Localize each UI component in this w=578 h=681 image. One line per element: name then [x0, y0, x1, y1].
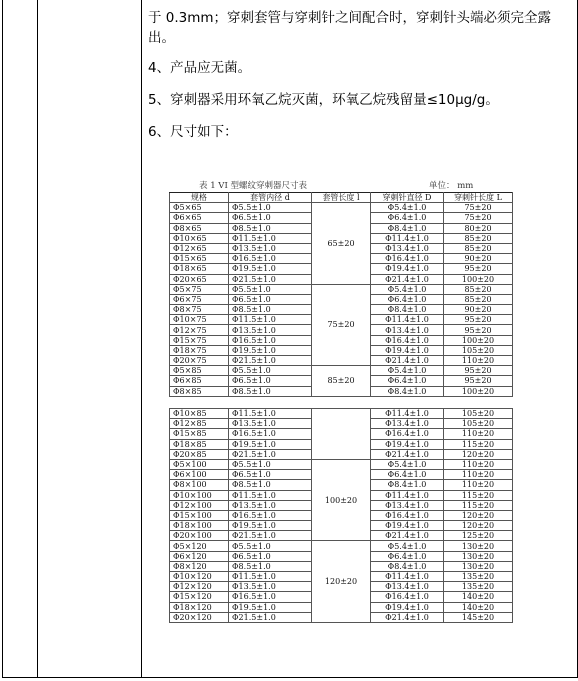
- needle-length-cell: 125±20: [444, 531, 513, 541]
- dimension-table-part-1: [169, 192, 513, 397]
- spec-cell: Φ12×100: [170, 500, 229, 510]
- needle-length-cell: 140±20: [444, 592, 513, 602]
- sleeve-inner-diameter-cell: Φ8.5±1.0: [229, 561, 312, 571]
- sleeve-inner-diameter-cell: Φ16.5±1.0: [229, 510, 312, 520]
- needle-length-cell: 115±20: [444, 500, 513, 510]
- needle-diameter-cell: Φ13.4±1.0: [371, 419, 444, 429]
- sleeve-inner-diameter-cell: Φ6.5±1.0: [229, 551, 312, 561]
- spec-cell: Φ10×120: [170, 572, 229, 582]
- needle-diameter-cell: Φ21.4±1.0: [371, 356, 444, 366]
- needle-diameter-cell: Φ19.4±1.0: [371, 345, 444, 355]
- spec-cell: Φ12×85: [170, 419, 229, 429]
- needle-diameter-cell: Φ5.4±1.0: [371, 459, 444, 469]
- needle-diameter-cell: Φ16.4±1.0: [371, 254, 444, 264]
- needle-length-cell: 95±20: [444, 366, 513, 376]
- sleeve-inner-diameter-cell: Φ19.5±1.0: [229, 521, 312, 531]
- sleeve-inner-diameter-cell: Φ19.5±1.0: [229, 264, 312, 274]
- column-divider-2: [141, 0, 142, 677]
- sleeve-inner-diameter-cell: Φ11.5±1.0: [229, 409, 312, 419]
- paragraph-dimensions: 6、尺寸如下：: [148, 124, 238, 140]
- needle-length-cell: 130±20: [444, 541, 513, 551]
- sleeve-inner-diameter-cell: Φ16.5±1.0: [229, 592, 312, 602]
- sleeve-inner-diameter-cell: Φ19.5±1.0: [229, 345, 312, 355]
- table-row: [170, 409, 513, 419]
- needle-diameter-cell: Φ11.4±1.0: [371, 233, 444, 243]
- sleeve-inner-diameter-cell: Φ13.5±1.0: [229, 582, 312, 592]
- spec-cell: Φ8×65: [170, 223, 229, 233]
- table-row: [170, 366, 513, 376]
- needle-length-cell: 130±20: [444, 551, 513, 561]
- sleeve-inner-diameter-cell: Φ6.5±1.0: [229, 470, 312, 480]
- sleeve-inner-diameter-cell: Φ11.5±1.0: [229, 233, 312, 243]
- spec-cell: Φ15×65: [170, 254, 229, 264]
- needle-diameter-cell: Φ21.4±1.0: [371, 612, 444, 622]
- table-row: [170, 541, 513, 551]
- needle-length-cell: 140±20: [444, 602, 513, 612]
- spec-cell: Φ6×100: [170, 470, 229, 480]
- needle-length-cell: 120±20: [444, 449, 513, 459]
- sleeve-inner-diameter-cell: Φ16.5±1.0: [229, 335, 312, 345]
- needle-length-cell: 95±20: [444, 376, 513, 386]
- column-header: 穿刺针长度 L: [444, 193, 513, 203]
- spec-cell: Φ8×100: [170, 480, 229, 490]
- sleeve-inner-diameter-cell: Φ6.5±1.0: [229, 213, 312, 223]
- spec-cell: Φ10×65: [170, 233, 229, 243]
- sleeve-inner-diameter-cell: Φ5.5±1.0: [229, 284, 312, 294]
- needle-length-cell: 100±20: [444, 274, 513, 284]
- sleeve-inner-diameter-cell: Φ6.5±1.0: [229, 294, 312, 304]
- needle-length-cell: 80±20: [444, 223, 513, 233]
- needle-length-cell: 110±20: [444, 470, 513, 480]
- needle-length-cell: 110±20: [444, 356, 513, 366]
- needle-length-cell: 85±20: [444, 233, 513, 243]
- spec-cell: Φ8×75: [170, 305, 229, 315]
- needle-length-cell: 75±20: [444, 203, 513, 213]
- sleeve-inner-diameter-cell: Φ19.5±1.0: [229, 439, 312, 449]
- needle-length-cell: 105±20: [444, 419, 513, 429]
- needle-length-cell: 90±20: [444, 254, 513, 264]
- needle-length-cell: 135±20: [444, 572, 513, 582]
- needle-length-cell: 85±20: [444, 284, 513, 294]
- spec-cell: Φ18×75: [170, 345, 229, 355]
- needle-diameter-cell: Φ19.4±1.0: [371, 521, 444, 531]
- needle-length-cell: 110±20: [444, 459, 513, 469]
- needle-length-cell: 120±20: [444, 510, 513, 520]
- needle-diameter-cell: Φ6.4±1.0: [371, 294, 444, 304]
- sleeve-inner-diameter-cell: Φ21.5±1.0: [229, 356, 312, 366]
- sleeve-inner-diameter-cell: Φ8.5±1.0: [229, 386, 312, 396]
- spec-cell: Φ18×65: [170, 264, 229, 274]
- needle-diameter-cell: Φ8.4±1.0: [371, 561, 444, 571]
- needle-length-cell: 75±20: [444, 213, 513, 223]
- needle-diameter-cell: Φ11.4±1.0: [371, 409, 444, 419]
- table-title: 表 1 VI 型螺纹穿刺器尺寸表: [199, 181, 308, 191]
- column-divider-1: [37, 0, 38, 677]
- table-caption: [199, 179, 539, 191]
- table-header-row: [170, 193, 513, 203]
- needle-length-cell: 105±20: [444, 409, 513, 419]
- needle-diameter-cell: Φ6.4±1.0: [371, 551, 444, 561]
- needle-diameter-cell: Φ13.4±1.0: [371, 500, 444, 510]
- needle-length-cell: 85±20: [444, 243, 513, 253]
- spec-cell: Φ6×75: [170, 294, 229, 304]
- sleeve-inner-diameter-cell: Φ21.5±1.0: [229, 612, 312, 622]
- needle-diameter-cell: Φ6.4±1.0: [371, 470, 444, 480]
- needle-diameter-cell: Φ19.4±1.0: [371, 439, 444, 449]
- paragraph-sterile: 4、产品应无菌。: [148, 60, 252, 76]
- needle-length-cell: 100±20: [444, 335, 513, 345]
- sleeve-inner-diameter-cell: Φ19.5±1.0: [229, 602, 312, 612]
- column-header: 穿刺针直径 D: [371, 193, 444, 203]
- needle-diameter-cell: Φ8.4±1.0: [371, 386, 444, 396]
- spec-cell: Φ18×100: [170, 521, 229, 531]
- sleeve-inner-diameter-cell: Φ11.5±1.0: [229, 572, 312, 582]
- spec-cell: Φ20×65: [170, 274, 229, 284]
- spec-cell: Φ8×120: [170, 561, 229, 571]
- spec-cell: Φ20×100: [170, 531, 229, 541]
- needle-length-cell: 100±20: [444, 386, 513, 396]
- sleeve-inner-diameter-cell: Φ13.5±1.0: [229, 419, 312, 429]
- sleeve-inner-diameter-cell: Φ8.5±1.0: [229, 480, 312, 490]
- needle-diameter-cell: Φ11.4±1.0: [371, 490, 444, 500]
- spec-cell: Φ15×75: [170, 335, 229, 345]
- needle-length-cell: 120±20: [444, 521, 513, 531]
- spec-cell: Φ18×120: [170, 602, 229, 612]
- needle-diameter-cell: Φ13.4±1.0: [371, 325, 444, 335]
- sleeve-length-cell: [312, 409, 371, 460]
- spec-cell: Φ5×120: [170, 541, 229, 551]
- needle-diameter-cell: Φ16.4±1.0: [371, 592, 444, 602]
- table-unit: 单位： mm: [429, 181, 474, 191]
- spec-cell: Φ5×65: [170, 203, 229, 213]
- sleeve-inner-diameter-cell: Φ5.5±1.0: [229, 459, 312, 469]
- needle-length-cell: 95±20: [444, 315, 513, 325]
- sleeve-inner-diameter-cell: Φ21.5±1.0: [229, 274, 312, 284]
- sleeve-inner-diameter-cell: Φ5.5±1.0: [229, 366, 312, 376]
- spec-cell: Φ6×85: [170, 376, 229, 386]
- column-header: 套管长度 l: [312, 193, 371, 203]
- needle-length-cell: 135±20: [444, 582, 513, 592]
- needle-diameter-cell: Φ8.4±1.0: [371, 480, 444, 490]
- needle-length-cell: 85±20: [444, 294, 513, 304]
- spec-cell: Φ12×120: [170, 582, 229, 592]
- spec-cell: Φ20×75: [170, 356, 229, 366]
- needle-diameter-cell: Φ6.4±1.0: [371, 213, 444, 223]
- needle-diameter-cell: Φ6.4±1.0: [371, 376, 444, 386]
- needle-diameter-cell: Φ21.4±1.0: [371, 531, 444, 541]
- table-row: [170, 459, 513, 469]
- needle-length-cell: 145±20: [444, 612, 513, 622]
- needle-diameter-cell: Φ5.4±1.0: [371, 541, 444, 551]
- spec-cell: Φ15×100: [170, 510, 229, 520]
- sleeve-inner-diameter-cell: Φ13.5±1.0: [229, 325, 312, 335]
- spec-cell: Φ5×85: [170, 366, 229, 376]
- needle-diameter-cell: Φ19.4±1.0: [371, 602, 444, 612]
- needle-diameter-cell: Φ5.4±1.0: [371, 366, 444, 376]
- needle-diameter-cell: Φ5.4±1.0: [371, 284, 444, 294]
- sleeve-inner-diameter-cell: Φ21.5±1.0: [229, 449, 312, 459]
- spec-cell: Φ10×85: [170, 409, 229, 419]
- sleeve-length-cell: 65±20: [312, 203, 371, 285]
- needle-diameter-cell: Φ11.4±1.0: [371, 572, 444, 582]
- needle-diameter-cell: Φ21.4±1.0: [371, 274, 444, 284]
- sleeve-inner-diameter-cell: Φ6.5±1.0: [229, 376, 312, 386]
- spec-cell: Φ15×120: [170, 592, 229, 602]
- needle-diameter-cell: Φ16.4±1.0: [371, 429, 444, 439]
- needle-diameter-cell: Φ13.4±1.0: [371, 582, 444, 592]
- needle-length-cell: 110±20: [444, 429, 513, 439]
- needle-length-cell: 90±20: [444, 305, 513, 315]
- needle-diameter-cell: Φ13.4±1.0: [371, 243, 444, 253]
- column-header: 套管内径 d: [229, 193, 312, 203]
- sleeve-inner-diameter-cell: Φ21.5±1.0: [229, 531, 312, 541]
- spec-cell: Φ15×85: [170, 429, 229, 439]
- paragraph-sterilization: 5、穿刺器采用环氧乙烷灭菌，环氧乙烷残留量≤10μg/g。: [148, 92, 499, 108]
- spec-cell: Φ8×85: [170, 386, 229, 396]
- spec-cell: Φ10×100: [170, 490, 229, 500]
- needle-length-cell: 115±20: [444, 439, 513, 449]
- spec-cell: Φ12×75: [170, 325, 229, 335]
- spec-cell: Φ6×65: [170, 213, 229, 223]
- sleeve-length-cell: 75±20: [312, 284, 371, 366]
- needle-diameter-cell: Φ11.4±1.0: [371, 315, 444, 325]
- sleeve-inner-diameter-cell: Φ13.5±1.0: [229, 500, 312, 510]
- table-row: [170, 203, 513, 213]
- sleeve-length-cell: 85±20: [312, 366, 371, 397]
- requirements-cell: [148, 8, 570, 154]
- needle-length-cell: 95±20: [444, 264, 513, 274]
- sleeve-inner-diameter-cell: Φ16.5±1.0: [229, 254, 312, 264]
- needle-length-cell: 130±20: [444, 561, 513, 571]
- needle-diameter-cell: Φ19.4±1.0: [371, 264, 444, 274]
- sleeve-length-cell: 120±20: [312, 541, 371, 623]
- needle-length-cell: 105±20: [444, 345, 513, 355]
- spec-cell: Φ5×75: [170, 284, 229, 294]
- sleeve-inner-diameter-cell: Φ11.5±1.0: [229, 315, 312, 325]
- table-row: [170, 284, 513, 294]
- spec-cell: Φ10×75: [170, 315, 229, 325]
- paragraph-needle-fit: 于 0.3mm；穿刺套管与穿刺针之间配合时，穿刺针头端必须完全露出。: [148, 10, 552, 46]
- needle-diameter-cell: Φ8.4±1.0: [371, 305, 444, 315]
- needle-diameter-cell: Φ16.4±1.0: [371, 510, 444, 520]
- sleeve-inner-diameter-cell: Φ8.5±1.0: [229, 305, 312, 315]
- needle-diameter-cell: Φ5.4±1.0: [371, 203, 444, 213]
- spec-cell: Φ12×65: [170, 243, 229, 253]
- spec-cell: Φ20×85: [170, 449, 229, 459]
- needle-length-cell: 115±20: [444, 490, 513, 500]
- column-header: 规格: [170, 193, 229, 203]
- sleeve-length-cell: 100±20: [312, 459, 371, 541]
- sleeve-inner-diameter-cell: Φ5.5±1.0: [229, 541, 312, 551]
- needle-length-cell: 110±20: [444, 480, 513, 490]
- dimension-table-part-2: [169, 408, 513, 623]
- sleeve-inner-diameter-cell: Φ8.5±1.0: [229, 223, 312, 233]
- sleeve-inner-diameter-cell: Φ11.5±1.0: [229, 490, 312, 500]
- sleeve-inner-diameter-cell: Φ16.5±1.0: [229, 429, 312, 439]
- spec-cell: Φ5×100: [170, 459, 229, 469]
- needle-diameter-cell: Φ21.4±1.0: [371, 449, 444, 459]
- needle-diameter-cell: Φ8.4±1.0: [371, 223, 444, 233]
- sleeve-inner-diameter-cell: Φ13.5±1.0: [229, 243, 312, 253]
- sleeve-inner-diameter-cell: Φ5.5±1.0: [229, 203, 312, 213]
- spec-cell: Φ20×120: [170, 612, 229, 622]
- needle-diameter-cell: Φ16.4±1.0: [371, 335, 444, 345]
- needle-length-cell: 95±20: [444, 325, 513, 335]
- spec-cell: Φ18×85: [170, 439, 229, 449]
- spec-cell: Φ6×120: [170, 551, 229, 561]
